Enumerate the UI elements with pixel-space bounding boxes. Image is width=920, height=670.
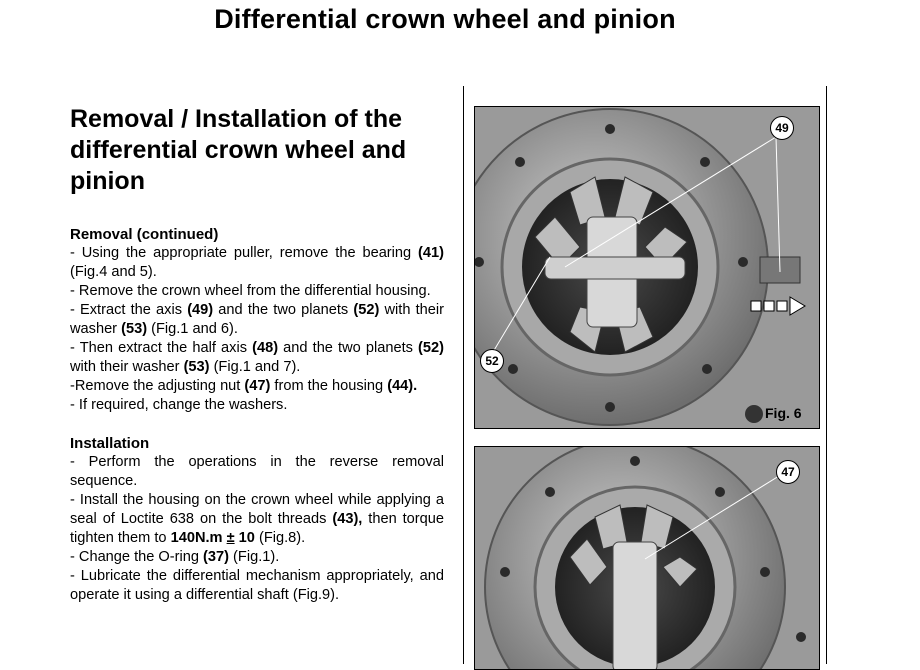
installation-step-2: - Install the housing on the crown wheel while applying a seal of Loctite 638 on the bolt threads (43), then torque tighten them to 140N.m ± 10 (Fig.8). bbox=[70, 492, 444, 546]
removal-step-4: - Then extract the half axis (48) and the two planets (52) with their washer (53) (Fig.1 and 7). bbox=[70, 340, 444, 375]
section-heading-line: differential crown wheel and bbox=[70, 136, 407, 164]
callout-49: 49 bbox=[770, 116, 794, 140]
figure-8-photo bbox=[474, 446, 820, 670]
housing-bolts-illustration bbox=[475, 447, 819, 669]
spacer bbox=[70, 415, 444, 434]
installation-step-3: - Change the O-ring (37) (Fig.1). bbox=[70, 549, 280, 565]
column-divider-left bbox=[463, 86, 464, 664]
figure-6-label: Fig. 6 bbox=[765, 405, 802, 421]
removal-step-5: -Remove the adjusting nut (47) from the housing (44). bbox=[70, 378, 418, 394]
removal-step-3: - Extract the axis (49) and the two planets (52) with their washer (53) (Fig.1 and 6). bbox=[70, 302, 445, 337]
removal-step-2: - Remove the crown wheel from the differential housing. bbox=[70, 283, 431, 299]
section-heading-line: pinion bbox=[70, 167, 145, 195]
text-column bbox=[70, 104, 444, 605]
callout-52: 52 bbox=[480, 349, 504, 373]
figure-marker-icon bbox=[745, 405, 763, 423]
differential-housing-illustration bbox=[475, 107, 819, 428]
section-heading-line: Removal / Installation of the bbox=[70, 105, 402, 133]
column-divider-right bbox=[826, 86, 827, 664]
section-heading bbox=[70, 104, 444, 197]
callout-47: 47 bbox=[776, 460, 800, 484]
removal-step-1: - Using the appropriate puller, remove the bearing (41) (Fig.4 and 5). bbox=[70, 245, 444, 280]
installation-step-1: - Perform the operations in the reverse removal sequence. bbox=[70, 454, 444, 489]
page-title: Differential crown wheel and pinion bbox=[214, 4, 676, 34]
removal-step-6: - If required, change the washers. bbox=[70, 397, 288, 413]
installation-heading: Installation bbox=[70, 435, 150, 452]
removal-heading: Removal (continued) bbox=[70, 226, 219, 243]
figure-6-photo bbox=[474, 106, 820, 429]
installation-step-4: - Lubricate the differential mechanism appropriately, and operate it using a differential shaft (Fig.9). bbox=[70, 568, 444, 603]
